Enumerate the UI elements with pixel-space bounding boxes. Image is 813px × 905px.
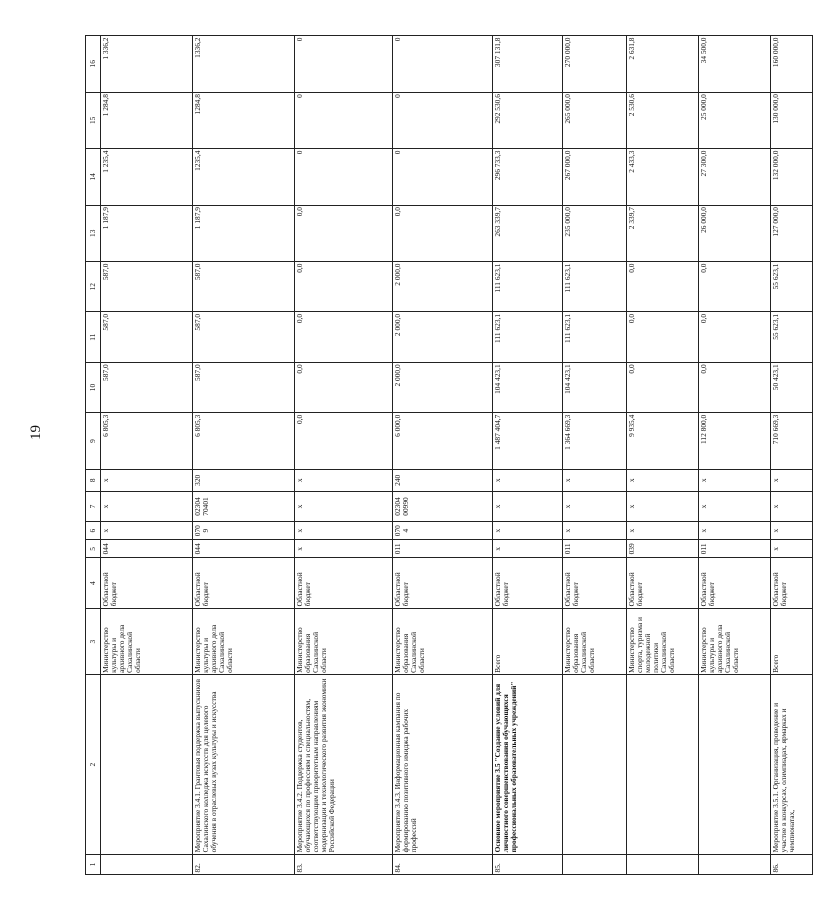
executor-cell: Министерство образования Сахалинской области: [563, 608, 627, 675]
year-2014-cell: 104 423,1: [563, 362, 627, 412]
year-2019-cell: 25 000,0: [699, 92, 771, 148]
year-2019-cell: 1 284,8: [101, 92, 193, 148]
measure-name-cell: Мероприятие 3.5.1. Организация, проведение и участие в конкурсах, олимпиадах, ярмарках и чемпионатах,: [771, 675, 813, 854]
budget-table: [85, 35, 813, 875]
code-expense-cell: x: [627, 469, 699, 491]
measure-name-cell: Основное мероприятие 3.5 "Создание условий для личностного совершенствования обучающихся профессиональных образовательных учреждений": [493, 675, 563, 854]
sum-total-cell: 6 000,0: [393, 413, 493, 469]
code-target-cell: x: [771, 491, 813, 521]
year-2017-cell: 1 187,9: [193, 205, 295, 261]
table-row: [493, 36, 563, 875]
year-2015-cell: 111 623,1: [493, 312, 563, 362]
year-2018-cell: 1 235,4: [101, 149, 193, 205]
sum-total-cell: 112 800,0: [699, 413, 771, 469]
row-number-cell: 86.: [771, 854, 813, 874]
code-expense-cell: x: [493, 469, 563, 491]
sum-total-cell: 6 805,3: [193, 413, 295, 469]
year-2020-cell: 0: [295, 36, 393, 93]
year-2015-cell: 111 623,1: [563, 312, 627, 362]
table-row: [627, 36, 699, 875]
year-2015-cell: 587,0: [101, 312, 193, 362]
year-2016-cell: 2 000,0: [393, 262, 493, 312]
code-grbs-cell: 044: [193, 540, 295, 558]
executor-cell: Министерство культуры и архивного дела Сахалинской области: [101, 608, 193, 675]
year-2020-cell: 307 131,8: [493, 36, 563, 93]
row-number-cell: [563, 854, 627, 874]
year-2020-cell: 1 336,2: [101, 36, 193, 93]
year-2015-cell: 587,0: [193, 312, 295, 362]
year-2014-cell: 104 423,1: [493, 362, 563, 412]
year-2016-cell: 111 623,1: [563, 262, 627, 312]
year-2019-cell: 265 000,0: [563, 92, 627, 148]
year-2019-cell: 130 000,0: [771, 92, 813, 148]
code-grbs-cell: 011: [699, 540, 771, 558]
row-number-cell: [627, 854, 699, 874]
column-header: 7: [86, 491, 101, 521]
year-2018-cell: 0: [393, 149, 493, 205]
funding-source-cell: Областной бюджет: [101, 558, 193, 608]
row-number-cell: [699, 854, 771, 874]
sum-total-cell: 9 935,4: [627, 413, 699, 469]
executor-cell: Министерство культуры и архивного дела Сахалинской области: [699, 608, 771, 675]
code-grbs-cell: 044: [101, 540, 193, 558]
code-grbs-cell: x: [493, 540, 563, 558]
year-2018-cell: 296 733,3: [493, 149, 563, 205]
year-2015-cell: 55 623,1: [771, 312, 813, 362]
year-2017-cell: 263 339,7: [493, 205, 563, 261]
measure-name-cell: [101, 675, 193, 854]
code-grbs-cell: 011: [393, 540, 493, 558]
column-header: 4: [86, 558, 101, 608]
year-2019-cell: 0: [295, 92, 393, 148]
year-2016-cell: 0,0: [295, 262, 393, 312]
sum-total-cell: 1 364 669,3: [563, 413, 627, 469]
year-2016-cell: 111 623,1: [493, 262, 563, 312]
funding-source-cell: Областной бюджет: [295, 558, 393, 608]
column-header: 10: [86, 362, 101, 412]
year-2020-cell: 160 000,0: [771, 36, 813, 93]
funding-source-cell: Областной бюджет: [771, 558, 813, 608]
year-2017-cell: 0,0: [393, 205, 493, 261]
row-number-cell: 84.: [393, 854, 493, 874]
row-number-cell: 83.: [295, 854, 393, 874]
year-2014-cell: 2 000,0: [393, 362, 493, 412]
header-row: [86, 36, 101, 875]
code-section-cell: x: [493, 522, 563, 540]
measure-name-cell: [563, 675, 627, 854]
year-2015-cell: 0,0: [627, 312, 699, 362]
year-2020-cell: 0: [393, 36, 493, 93]
executor-cell: Министерство культуры и архивного дела Сахалинской области: [193, 608, 295, 675]
year-2017-cell: 1 187,9: [101, 205, 193, 261]
year-2016-cell: 587,0: [101, 262, 193, 312]
code-section-cell: x: [101, 522, 193, 540]
year-2016-cell: 0,0: [627, 262, 699, 312]
year-2019-cell: 1284,8: [193, 92, 295, 148]
year-2020-cell: 34 500,0: [699, 36, 771, 93]
code-target-cell: x: [493, 491, 563, 521]
year-2020-cell: 2 631,8: [627, 36, 699, 93]
sum-total-cell: 0,0: [295, 413, 393, 469]
code-section-cell: 070 4: [393, 522, 493, 540]
column-header: 5: [86, 540, 101, 558]
code-expense-cell: x: [771, 469, 813, 491]
sum-total-cell: 710 669,3: [771, 413, 813, 469]
code-section-cell: x: [699, 522, 771, 540]
code-grbs-cell: x: [771, 540, 813, 558]
year-2019-cell: 0: [393, 92, 493, 148]
code-section-cell: 070 9: [193, 522, 295, 540]
column-header: 13: [86, 205, 101, 261]
code-target-cell: x: [699, 491, 771, 521]
funding-source-cell: Областной бюджет: [699, 558, 771, 608]
table-row: [699, 36, 771, 875]
year-2019-cell: 2 530,6: [627, 92, 699, 148]
column-header: 12: [86, 262, 101, 312]
column-header: 14: [86, 149, 101, 205]
row-number-cell: 82.: [193, 854, 295, 874]
code-expense-cell: x: [101, 469, 193, 491]
table-row: [563, 36, 627, 875]
year-2015-cell: 2 000,0: [393, 312, 493, 362]
code-grbs-cell: 039: [627, 540, 699, 558]
year-2014-cell: 0,0: [699, 362, 771, 412]
column-header: 15: [86, 92, 101, 148]
year-2018-cell: 27 300,0: [699, 149, 771, 205]
funding-source-cell: Областной бюджет: [193, 558, 295, 608]
table-row: [771, 36, 813, 875]
column-header: 6: [86, 522, 101, 540]
column-header: 8: [86, 469, 101, 491]
code-section-cell: x: [563, 522, 627, 540]
column-header: 11: [86, 312, 101, 362]
year-2018-cell: 1235,4: [193, 149, 295, 205]
code-target-cell: 02304 00990: [393, 491, 493, 521]
funding-source-cell: Областной бюджет: [563, 558, 627, 608]
code-expense-cell: 240: [393, 469, 493, 491]
table-row: [101, 36, 193, 875]
measure-name-cell: Мероприятие 3.4.2. Поддержка студентов, обучающихся по профессиям и специальностям, соответствующим приоритетным направлениям модернизации и технологического развития экономики Российской Федерации: [295, 675, 393, 854]
year-2018-cell: 0: [295, 149, 393, 205]
funding-source-cell: Областной бюджет: [493, 558, 563, 608]
year-2016-cell: 587,0: [193, 262, 295, 312]
year-2016-cell: 0,0: [699, 262, 771, 312]
funding-source-cell: Областной бюджет: [627, 558, 699, 608]
code-target-cell: x: [627, 491, 699, 521]
code-target-cell: x: [295, 491, 393, 521]
table-row: [393, 36, 493, 875]
code-section-cell: x: [771, 522, 813, 540]
funding-source-cell: Областной бюджет: [393, 558, 493, 608]
sum-total-cell: 6 805,3: [101, 413, 193, 469]
code-section-cell: x: [295, 522, 393, 540]
column-header: 16: [86, 36, 101, 93]
column-header: 1: [86, 854, 101, 874]
measure-name-cell: Мероприятие 3.4.3. Информационная кампания по формированию позитивного имиджа рабочих профессий: [393, 675, 493, 854]
row-number-cell: [101, 854, 193, 874]
page-number: 19: [28, 425, 44, 440]
code-target-cell: 02304 70401: [193, 491, 295, 521]
rotated-table-wrapper: [85, 35, 796, 875]
year-2014-cell: 0,0: [627, 362, 699, 412]
sum-total-cell: 1 487 404,7: [493, 413, 563, 469]
year-2016-cell: 55 623,1: [771, 262, 813, 312]
year-2018-cell: 267 000,0: [563, 149, 627, 205]
code-expense-cell: x: [563, 469, 627, 491]
executor-cell: Министерство образования Сахалинской области: [393, 608, 493, 675]
year-2020-cell: 1336,2: [193, 36, 295, 93]
code-target-cell: x: [563, 491, 627, 521]
year-2017-cell: 0,0: [295, 205, 393, 261]
year-2020-cell: 270 000,0: [563, 36, 627, 93]
code-expense-cell: 320: [193, 469, 295, 491]
measure-name-cell: Мероприятие 3.4.1. Грантовая поддержка выпускников Сахалинского колледжа искусств для целевого обучения в отраслевых вузах культуры и искусства: [193, 675, 295, 854]
year-2015-cell: 0,0: [699, 312, 771, 362]
year-2014-cell: 587,0: [193, 362, 295, 412]
code-section-cell: x: [627, 522, 699, 540]
year-2014-cell: 50 423,1: [771, 362, 813, 412]
year-2017-cell: 2 339,7: [627, 205, 699, 261]
code-target-cell: x: [101, 491, 193, 521]
row-number-cell: 85.: [493, 854, 563, 874]
year-2018-cell: 2 433,3: [627, 149, 699, 205]
code-expense-cell: x: [699, 469, 771, 491]
executor-cell: Министерство образования Сахалинской области: [295, 608, 393, 675]
code-grbs-cell: x: [295, 540, 393, 558]
measure-name-cell: [699, 675, 771, 854]
code-grbs-cell: 011: [563, 540, 627, 558]
code-expense-cell: x: [295, 469, 393, 491]
table-body: [101, 36, 813, 875]
table-row: [295, 36, 393, 875]
executor-cell: Всего: [771, 608, 813, 675]
column-header: 9: [86, 413, 101, 469]
year-2014-cell: 0,0: [295, 362, 393, 412]
year-2015-cell: 0,0: [295, 312, 393, 362]
year-2017-cell: 26 000,0: [699, 205, 771, 261]
year-2018-cell: 132 000,0: [771, 149, 813, 205]
year-2017-cell: 127 000,0: [771, 205, 813, 261]
column-header: 2: [86, 675, 101, 854]
year-2017-cell: 235 000,0: [563, 205, 627, 261]
year-2019-cell: 292 530,6: [493, 92, 563, 148]
year-2014-cell: 587,0: [101, 362, 193, 412]
column-header: 3: [86, 608, 101, 675]
table-row: [193, 36, 295, 875]
executor-cell: Министерство спорта, туризма и молодежной политики Сахалинской области: [627, 608, 699, 675]
measure-name-cell: [627, 675, 699, 854]
executor-cell: Всего: [493, 608, 563, 675]
